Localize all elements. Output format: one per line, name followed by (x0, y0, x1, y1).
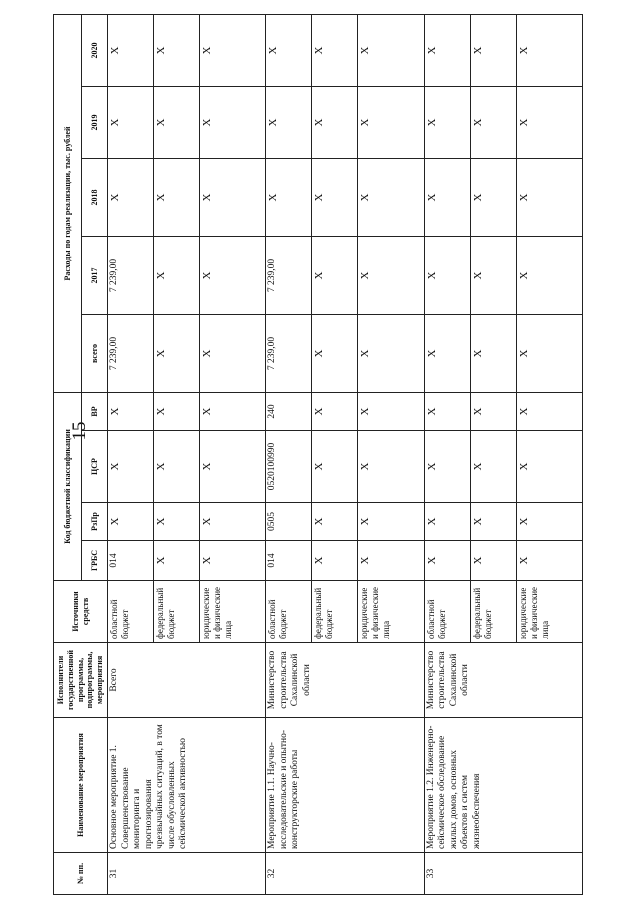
y2017-cell: X (358, 236, 424, 314)
source: федеральный бюджет (470, 581, 516, 643)
csr-cell: X (200, 431, 266, 503)
grbs-cell: X (200, 541, 266, 581)
activity-name: Мероприятие 1.1. Научно-исследовательские и опытно-конструкторские работы (266, 718, 424, 853)
rzpr-cell: X (312, 503, 358, 541)
row-number: 33 (424, 853, 582, 895)
grbs-cell: X (312, 541, 358, 581)
grbs-cell: 014 (266, 541, 312, 581)
grbs-cell: X (154, 541, 200, 581)
executor: Министерство строительства Сахалинской области (424, 643, 582, 718)
header-expenses: Расходы по годам реализации, тыс. рублей (54, 14, 82, 392)
table-row (424, 14, 470, 894)
grbs-cell: 014 (108, 541, 154, 581)
total-cell: X (516, 314, 582, 392)
rzpr-cell: X (424, 503, 470, 541)
header-2018: 2018 (82, 158, 108, 236)
total-cell: X (358, 314, 424, 392)
header-2020: 2020 (82, 14, 108, 86)
vr-cell: 240 (266, 392, 312, 430)
source: областной бюджет (108, 581, 154, 643)
total-cell: X (154, 314, 200, 392)
header-rzpr: РзПр (82, 503, 108, 541)
total-cell: X (424, 314, 470, 392)
grbs-cell: X (470, 541, 516, 581)
header-budget-class: Код бюджетной классификации (54, 392, 82, 580)
table-row (108, 14, 154, 894)
y2020-cell: X (358, 14, 424, 86)
csr-cell: 0520100990 (266, 431, 312, 503)
csr-cell: X (470, 431, 516, 503)
rzpr-cell: X (358, 503, 424, 541)
header-vr: ВР (82, 392, 108, 430)
y2017-cell: X (424, 236, 470, 314)
y2019-cell: X (108, 86, 154, 158)
y2019-cell: X (200, 86, 266, 158)
header-name: Наименование мероприятия (54, 718, 108, 853)
row-number: 32 (266, 853, 424, 895)
y2018-cell: X (154, 158, 200, 236)
activity-name: Мероприятие 1.2. Инженерно-сейсмическое обследование жилых домов, основных объектов и систем жизнеобеспечения (424, 718, 582, 853)
source: федеральный бюджет (312, 581, 358, 643)
source: федеральный бюджет (154, 581, 200, 643)
vr-cell: X (108, 392, 154, 430)
source: областной бюджет (266, 581, 312, 643)
total-cell: X (200, 314, 266, 392)
csr-cell: X (108, 431, 154, 503)
y2017-cell: X (312, 236, 358, 314)
y2018-cell: X (312, 158, 358, 236)
row-number: 31 (108, 853, 266, 895)
source: юридические и физические лица (358, 581, 424, 643)
y2018-cell: X (266, 158, 312, 236)
executor: Министерство строительства Сахалинской области (266, 643, 424, 718)
grbs-cell: X (358, 541, 424, 581)
y2020-cell: X (470, 14, 516, 86)
header-csr: ЦСР (82, 431, 108, 503)
y2019-cell: X (358, 86, 424, 158)
grbs-cell: X (516, 541, 582, 581)
header-executor: Исполнители государственной программы, подпрограммы, мероприятия (54, 643, 108, 718)
vr-cell: X (424, 392, 470, 430)
total-cell: X (470, 314, 516, 392)
vr-cell: X (516, 392, 582, 430)
page-number: 15 (69, 421, 90, 441)
total-cell: 7 239,00 (266, 314, 312, 392)
y2019-cell: X (424, 86, 470, 158)
grbs-cell: X (424, 541, 470, 581)
rzpr-cell: X (470, 503, 516, 541)
source: юридические и физические лица (200, 581, 266, 643)
total-cell: 7 239,00 (108, 314, 154, 392)
y2019-cell: X (470, 86, 516, 158)
y2020-cell: X (424, 14, 470, 86)
vr-cell: X (312, 392, 358, 430)
rzpr-cell: X (516, 503, 582, 541)
header-sources: Источники средств (54, 581, 108, 643)
vr-cell: X (470, 392, 516, 430)
rzpr-cell: 0505 (266, 503, 312, 541)
source: юридические и физические лица (516, 581, 582, 643)
y2017-cell: X (516, 236, 582, 314)
total-cell: X (312, 314, 358, 392)
y2017-cell: X (154, 236, 200, 314)
header-total: всего (82, 314, 108, 392)
y2019-cell: X (154, 86, 200, 158)
csr-cell: X (424, 431, 470, 503)
y2018-cell: X (516, 158, 582, 236)
csr-cell: X (358, 431, 424, 503)
y2020-cell: X (200, 14, 266, 86)
y2020-cell: X (312, 14, 358, 86)
y2018-cell: X (108, 158, 154, 236)
expenses-table (53, 14, 583, 895)
vr-cell: X (200, 392, 266, 430)
y2017-cell: 7 239,00 (266, 236, 312, 314)
activity-name: Основное мероприятие 1. Совершенствование мониторинга и прогнозирования чрезвычайных ситуаций, в том числе обусловленных сейсмической активностью (108, 718, 266, 853)
header-no: № пп. (54, 853, 108, 895)
y2020-cell: X (108, 14, 154, 86)
csr-cell: X (516, 431, 582, 503)
vr-cell: X (358, 392, 424, 430)
header-2017: 2017 (82, 236, 108, 314)
rotated-table-wrapper (53, 15, 583, 895)
table-row (266, 14, 312, 894)
csr-cell: X (154, 431, 200, 503)
y2019-cell: X (312, 86, 358, 158)
y2019-cell: X (516, 86, 582, 158)
y2019-cell: X (266, 86, 312, 158)
source: областной бюджет (424, 581, 470, 643)
y2020-cell: X (266, 14, 312, 86)
rzpr-cell: X (154, 503, 200, 541)
vr-cell: X (154, 392, 200, 430)
rzpr-cell: X (200, 503, 266, 541)
y2020-cell: X (516, 14, 582, 86)
y2017-cell: X (200, 236, 266, 314)
executor: Всего (108, 643, 266, 718)
y2017-cell: 7 239,00 (108, 236, 154, 314)
y2018-cell: X (200, 158, 266, 236)
y2017-cell: X (470, 236, 516, 314)
y2018-cell: X (358, 158, 424, 236)
y2018-cell: X (424, 158, 470, 236)
y2020-cell: X (154, 14, 200, 86)
y2018-cell: X (470, 158, 516, 236)
header-grbs: ГРБС (82, 541, 108, 581)
csr-cell: X (312, 431, 358, 503)
header-2019: 2019 (82, 86, 108, 158)
rzpr-cell: X (108, 503, 154, 541)
